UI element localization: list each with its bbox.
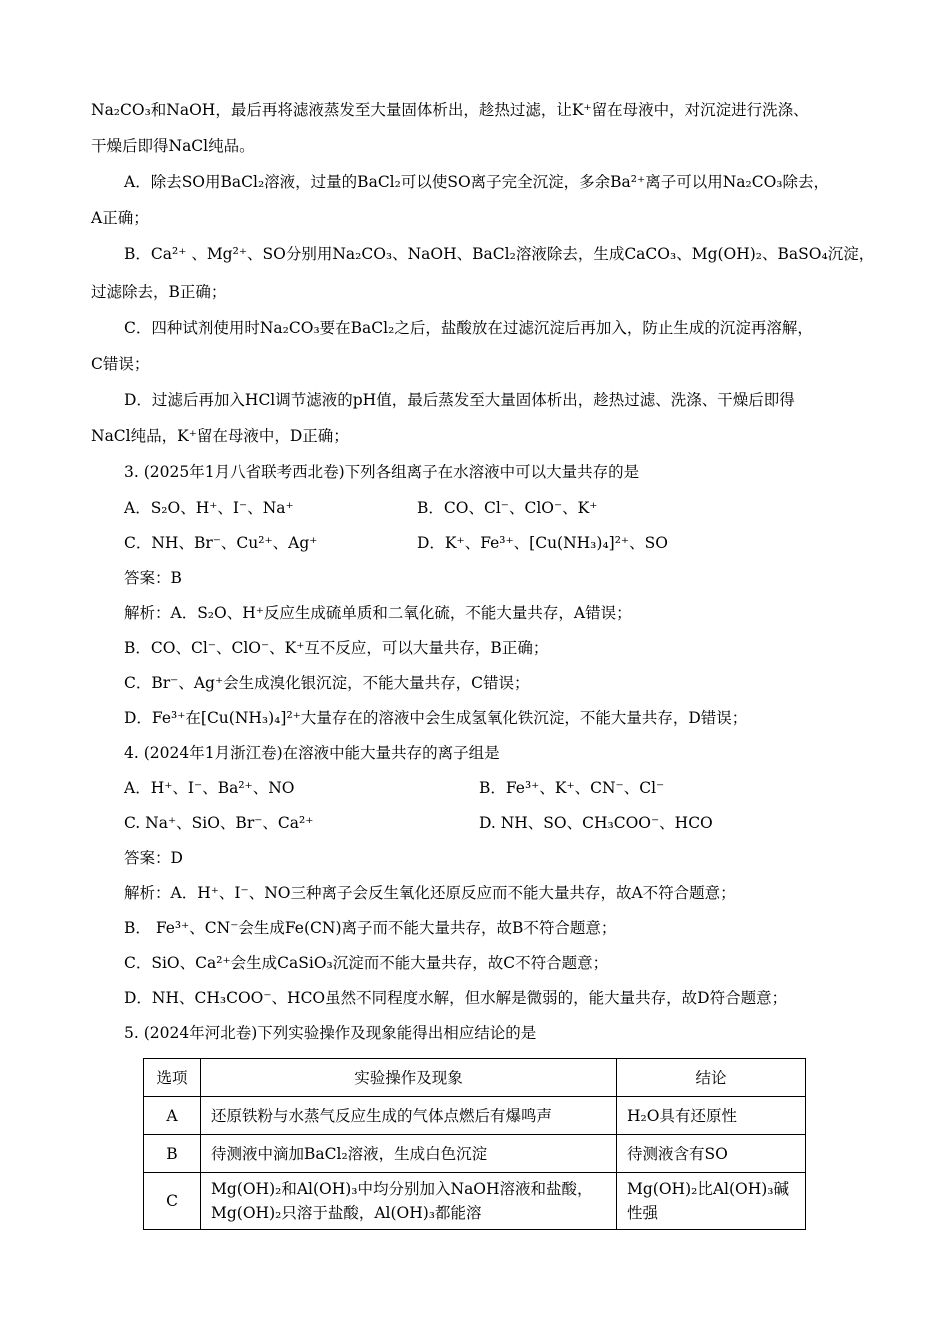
row-conclusion: 待测液含有SO — [617, 1135, 806, 1173]
text-line: B．Ca²⁺ 、Mg²⁺、SO分别用Na₂CO₃、NaOH、BaCl₂溶液除去，生成CaCO₃、Mg(OH)₂、BaSO₄沉淀， — [124, 245, 875, 263]
text-line: C．四种试剂使用时Na₂CO₃要在BaCl₂之后，盐酸放在过滤沉淀后再加入，防止生成的沉淀再溶解， — [124, 319, 813, 337]
text-line: B． Fe³⁺、CN⁻会生成Fe(CN)离子而不能大量共存，故B不符合题意； — [124, 919, 617, 937]
text-line: A．H⁺、I⁻、Ba²⁺、NO — [124, 779, 295, 797]
text-line: A．除去SO用BaCl₂溶液，过量的BaCl₂可以使SO离子完全沉淀，多余Ba²⁺离子可以用Na₂CO₃除去， — [124, 173, 829, 191]
text-line: Na₂CO₃和NaOH，最后再将滤液蒸发至大量固体析出，趁热过滤，让K⁺留在母液中，对沉淀进行洗涤、 — [91, 101, 809, 119]
header-operation: 实验操作及现象 — [201, 1059, 617, 1097]
text-line: A正确； — [91, 209, 149, 227]
text-line: 3. (2025年1月八省联考西北卷)下列各组离子在水溶液中可以大量共存的是 — [124, 463, 640, 481]
row-option: C — [144, 1173, 201, 1230]
text-line: 答案：B — [124, 569, 182, 587]
table-row — [144, 1135, 806, 1173]
table-row — [144, 1097, 806, 1135]
text-line: 5. (2024年河北卷)下列实验操作及现象能得出相应结论的是 — [124, 1024, 537, 1042]
text-line: D．K⁺、Fe³⁺、[Cu(NH₃)₄]²⁺、SO — [417, 534, 668, 552]
text-line: C．NH、Br⁻、Cu²⁺、Ag⁺ — [124, 534, 318, 552]
text-line: B．CO、Cl⁻、ClO⁻、K⁺互不反应，可以大量共存，B正确； — [124, 639, 549, 657]
text-line: 过滤除去，B正确； — [91, 283, 227, 301]
row-operation: 还原铁粉与水蒸气反应生成的气体点燃后有爆鸣声 — [201, 1097, 617, 1135]
text-line: B．Fe³⁺、K⁺、CN⁻、Cl⁻ — [479, 779, 665, 797]
row-option: A — [144, 1097, 201, 1135]
text-line: 干燥后即得NaCl纯品。 — [91, 137, 255, 155]
text-line: C．SiO、Ca²⁺会生成CaSiO₃沉淀而不能大量共存，故C不符合题意； — [124, 954, 609, 972]
text-line: 4. (2024年1月浙江卷)在溶液中能大量共存的离子组是 — [124, 744, 500, 762]
header-option: 选项 — [144, 1059, 201, 1097]
text-line: 解析：A．H⁺、I⁻、NO三种离子会反生氧化还原反应而不能大量共存，故A不符合题意； — [124, 884, 736, 902]
row-conclusion: Mg(OH)₂比Al(OH)₃碱性强 — [617, 1173, 806, 1230]
table-row — [144, 1173, 806, 1230]
text-line: B．CO、Cl⁻、ClO⁻、K⁺ — [417, 499, 598, 517]
text-line: A．S₂O、H⁺、I⁻、Na⁺ — [124, 499, 294, 517]
header-conclusion: 结论 — [617, 1059, 806, 1097]
text-line: C错误； — [91, 355, 150, 373]
row-option: B — [144, 1135, 201, 1173]
text-line: D．Fe³⁺在[Cu(NH₃)₄]²⁺大量存在的溶液中会生成氢氧化铁沉淀，不能大量共存，D错误； — [124, 709, 748, 727]
text-line: C. Na⁺、SiO、Br⁻、Ca²⁺ — [124, 814, 314, 832]
text-line: C．Br⁻、Ag⁺会生成溴化银沉淀，不能大量共存，C错误； — [124, 674, 530, 692]
text-line: 解析：A．S₂O、H⁺反应生成硫单质和二氧化硫，不能大量共存，A错误； — [124, 604, 632, 622]
text-line: D．过滤后再加入HCl调节滤液的pH值，最后蒸发至大量固体析出，趁热过滤、洗涤、干燥后即得 — [124, 391, 795, 409]
experiment-table — [143, 1058, 806, 1230]
row-operation: Mg(OH)₂和Al(OH)₃中均分别加入NaOH溶液和盐酸，Mg(OH)₂只溶于盐酸，Al(OH)₃都能溶 — [201, 1173, 617, 1230]
text-line: 答案：D — [124, 849, 183, 867]
text-line: D. NH、SO、CH₃COO⁻、HCO — [479, 814, 713, 832]
row-operation: 待测液中滴加BaCl₂溶液，生成白色沉淀 — [201, 1135, 617, 1173]
text-line: D．NH、CH₃COO⁻、HCO虽然不同程度水解，但水解是微弱的，能大量共存，故D符合题意； — [124, 989, 788, 1007]
table-header-row — [144, 1059, 806, 1097]
row-conclusion: H₂O具有还原性 — [617, 1097, 806, 1135]
text-line: NaCl纯品，K⁺留在母液中，D正确； — [91, 427, 349, 445]
